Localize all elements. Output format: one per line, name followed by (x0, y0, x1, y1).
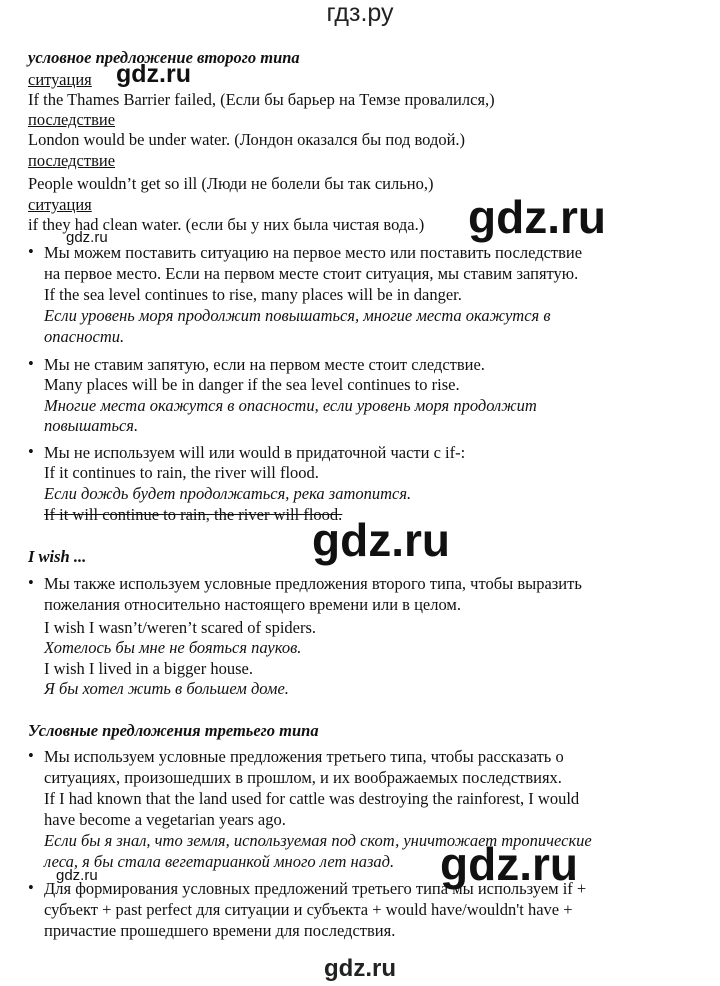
example-text: I wish I wasn’t/weren’t scared of spiders. (44, 618, 317, 637)
translation-text: Если уровень моря продолжит повышаться, многие места окажутся в (44, 306, 551, 325)
watermark: gdz.ru (56, 867, 98, 884)
translation-text: Если дождь будет продолжаться, река затопится. (44, 484, 412, 503)
translation-text: опасности. (44, 327, 125, 346)
example-text: If it continues to rain, the river will flood. (44, 463, 319, 482)
example-text: People wouldn’t get so ill (Люди не болели бы так сильно,) (28, 174, 434, 193)
label-situation: ситуация (28, 195, 92, 214)
translation-text: Я бы хотел жить в большем доме. (44, 679, 289, 698)
section-heading-second-conditional: условное предложение второго типа (28, 48, 300, 67)
bullet-text: Мы используем условные предложения третьего типа, чтобы рассказать о (44, 747, 564, 766)
bullet-text: Мы также используем условные предложения второго типа, чтобы выразить (44, 574, 582, 593)
site-header: гдз.ру (326, 0, 394, 27)
bullet-marker: • (28, 878, 34, 897)
watermark: gdz.ru (66, 229, 108, 246)
bullet-marker: • (28, 442, 34, 461)
bullet-text: ситуациях, произошедших в прошлом, и их воображаемых последствиях. (44, 768, 562, 787)
label-consequence: последствие (28, 110, 116, 129)
site-footer: gdz.ru (324, 955, 396, 982)
bullet-text: пожелания относительно настоящего времени или в целом. (44, 595, 461, 614)
translation-text: Если бы я знал, что земля, используемая под скот, уничтожает тропические (44, 831, 592, 850)
watermark: gdz.ru (440, 838, 578, 890)
bullet-marker: • (28, 573, 34, 592)
bullet-text: на первое место. Если на первом месте стоит ситуация, мы ставим запятую. (44, 264, 579, 283)
translation-text: леса, я бы стала вегетарианкой много лет назад. (44, 852, 395, 871)
bullet-text: субъект + past perfect для ситуации и субъекта + would have/wouldn't have + (44, 900, 573, 919)
section-heading-third-conditional: Условные предложения третьего типа (28, 721, 319, 740)
translation-text: Многие места окажутся в опасности, если уровень моря продолжит (44, 396, 537, 415)
example-text: I wish I lived in a bigger house. (44, 659, 253, 678)
example-text: If the Thames Barrier failed, (Если бы барьер на Темзе провалился,) (28, 90, 495, 109)
watermark: gdz.ru (116, 60, 191, 88)
watermark: gdz.ru (468, 191, 606, 243)
bullet-marker: • (28, 354, 34, 373)
translation-text: Хотелось бы мне не бояться пауков. (44, 638, 302, 657)
example-text: have become a vegetarian years ago. (44, 810, 286, 829)
label-consequence: последствие (28, 151, 116, 170)
watermark: gdz.ru (312, 514, 450, 566)
translation-text: повышаться. (44, 416, 139, 435)
example-text: If I had known that the land used for cattle was destroying the rainforest, I would (44, 789, 580, 808)
bullet-marker: • (28, 746, 34, 765)
bullet-text: Мы не используем will или would в придаточной части с if-: (44, 443, 466, 462)
incorrect-example-struck: If it will continue to rain, the river will flood. (44, 505, 343, 524)
label-situation: ситуация (28, 70, 92, 89)
bullet-marker: • (28, 242, 34, 261)
bullet-text: Мы можем поставить ситуацию на первое место или поставить последствие (44, 243, 583, 262)
example-text: London would be under water. (Лондон оказался бы под водой.) (28, 130, 466, 149)
bullet-text: причастие прошедшего времени для последствия. (44, 921, 396, 940)
example-text: if they had clean water. (если бы у них была чистая вода.) (28, 215, 425, 234)
bullet-text: Мы не ставим запятую, если на первом месте стоит следствие. (44, 355, 485, 374)
bullet-text: Для формирования условных предложений третьего типа мы используем if + (44, 879, 587, 898)
example-text: If the sea level continues to rise, many places will be in danger. (44, 285, 462, 304)
section-heading-i-wish: I wish ... (28, 547, 87, 566)
example-text: Many places will be in danger if the sea level continues to rise. (44, 375, 460, 394)
